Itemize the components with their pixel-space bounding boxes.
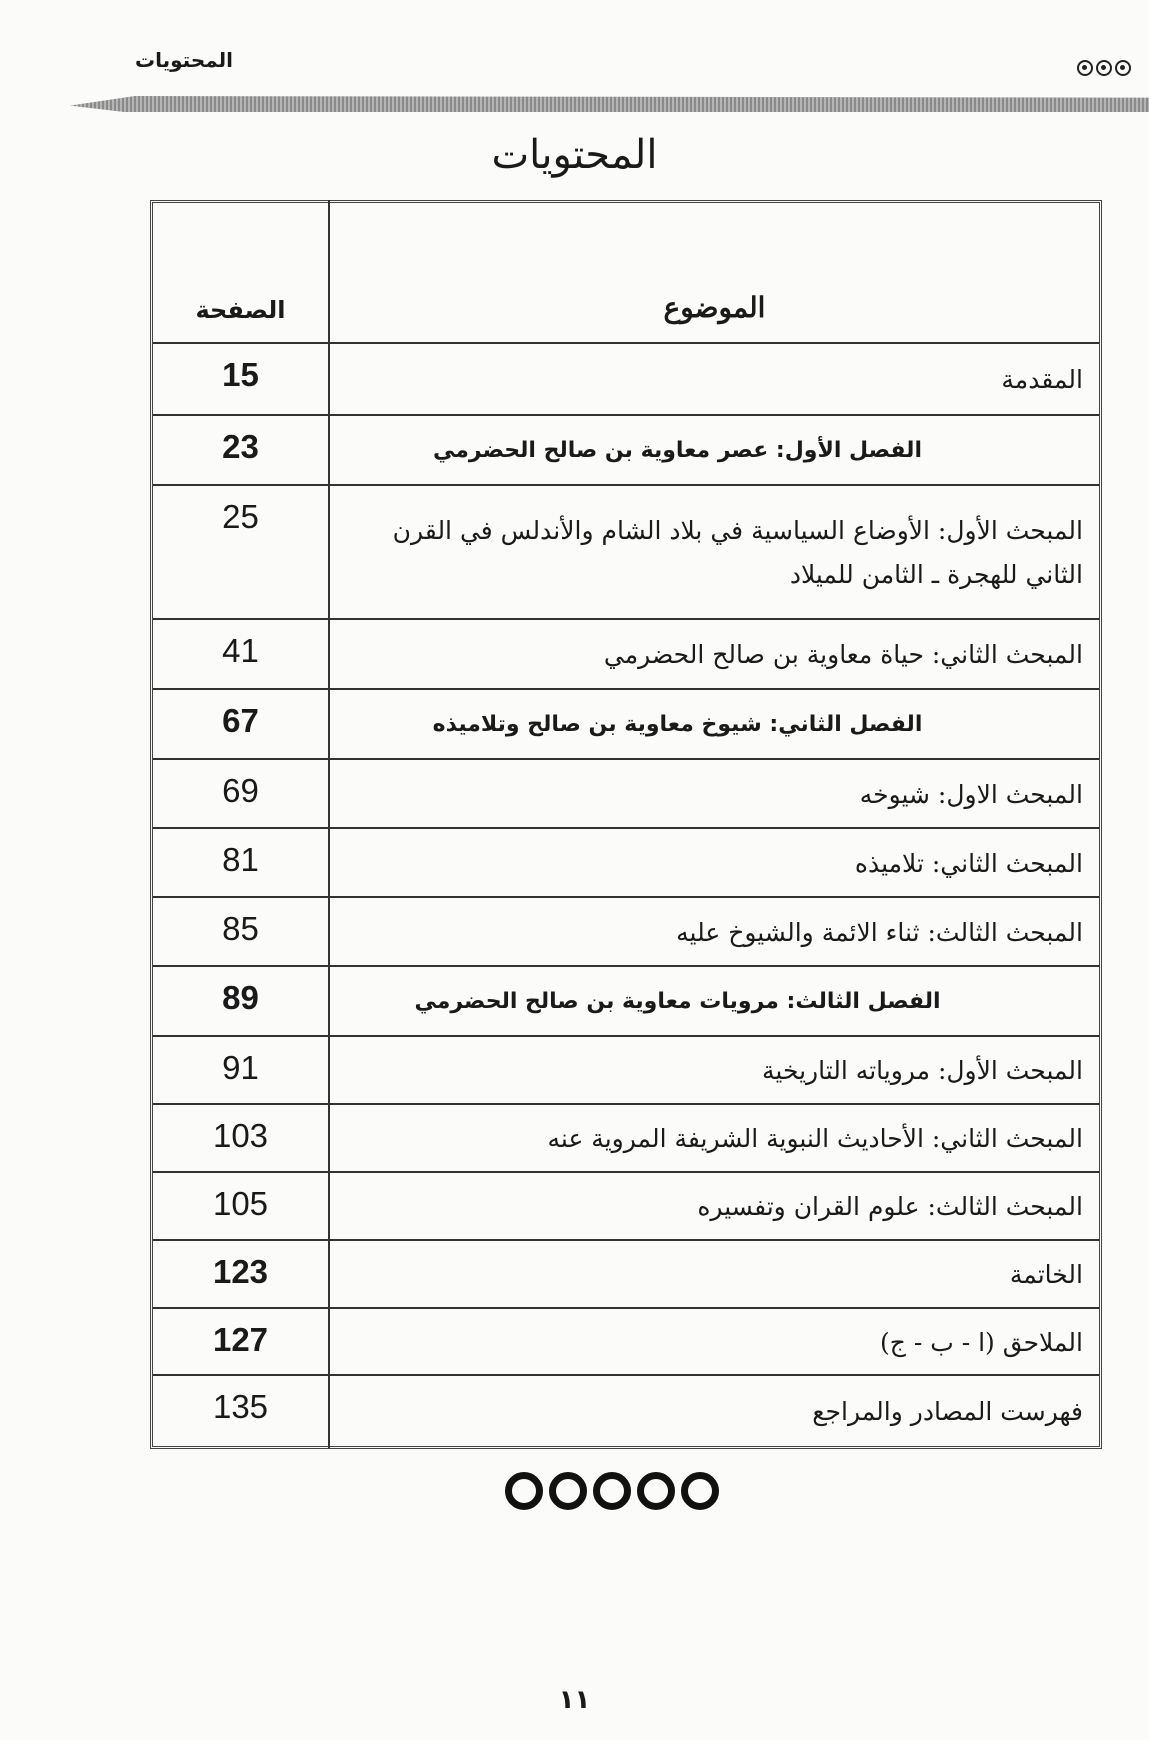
page-cell: 67 (153, 690, 330, 760)
table-row (153, 1307, 1099, 1376)
topic-cell: الفصل الثالث: مرويات معاوية بن صالح الحضرمي (414, 988, 941, 1014)
table-row (153, 1374, 1099, 1448)
page-cell: 15 (153, 344, 330, 416)
page-cell: 25 (153, 486, 330, 620)
topic-cell: فهرست المصادر والمراجع (812, 1397, 1083, 1427)
table-row (153, 827, 1099, 898)
page-cell: 85 (153, 898, 330, 967)
topic-cell: المبحث الاول: شيوخه (859, 779, 1083, 809)
table-row (153, 1171, 1099, 1241)
topic-cell: المبحث الثالث: علوم القران وتفسيره (697, 1192, 1083, 1222)
footer-ornament (505, 1472, 719, 1510)
topic-cell: المبحث الثاني: حياة معاوية بن صالح الحضرمي (603, 640, 1083, 670)
topic-cell: المقدمة (1001, 365, 1083, 395)
topic-cell: المبحث الثاني: تلاميذه (854, 848, 1083, 878)
table-row (153, 896, 1099, 967)
running-title: المحتويات (135, 48, 234, 72)
page-cell: 127 (153, 1309, 330, 1376)
page-cell: 69 (153, 760, 330, 829)
topic-cell: الفصل الثاني: شيوخ معاوية بن صالح وتلاميذه (432, 711, 923, 737)
topic-cell: المبحث الثاني: الأحاديث النبوية الشريفة المروية عنه (547, 1124, 1083, 1154)
page-cell: 41 (153, 620, 330, 690)
page-header: الصفحة (153, 200, 330, 342)
page-cell: 81 (153, 829, 330, 898)
page-cell: 123 (153, 1241, 330, 1309)
topic-cell: المبحث الأول: مروياته التاريخية (762, 1056, 1083, 1086)
topic-cell: المبحث الثالث: ثناء الائمة والشيوخ عليه (676, 917, 1083, 947)
topic-cell: الفصل الأول: عصر معاوية بن صالح الحضرمي (433, 437, 922, 463)
topic-cell: الخاتمة (1009, 1260, 1083, 1290)
table-row (153, 1035, 1099, 1105)
table-row (153, 758, 1099, 829)
table-row (153, 484, 1099, 620)
table-row (153, 688, 1099, 760)
topic-cell: الملاحق (ا - ب - ج) (880, 1327, 1083, 1357)
table-row (153, 414, 1099, 486)
header-rule (70, 96, 1149, 112)
table-row (153, 1103, 1099, 1173)
topic-cell: المبحث الأول: الأوضاع السياسية في بلاد الشام والأندلس في القرن الثاني للهجرة ـ الثامن للميلاد (392, 516, 1083, 589)
page-number: ١١ (558, 1685, 591, 1715)
page-cell: 103 (153, 1105, 330, 1173)
topic-header: الموضوع (663, 291, 766, 324)
table-header (153, 200, 1099, 342)
page-title: المحتويات (491, 132, 658, 178)
table-row (153, 342, 1099, 416)
table-row (153, 618, 1099, 690)
page-cell: 105 (153, 1173, 330, 1241)
table-row (153, 965, 1099, 1037)
table-row (153, 1239, 1099, 1309)
page-cell: 89 (153, 967, 330, 1037)
page-cell: 91 (153, 1037, 330, 1105)
page-cell: 135 (153, 1376, 330, 1448)
contents-table (150, 200, 1102, 1449)
header-ornament (1077, 60, 1131, 76)
page-cell: 23 (153, 416, 330, 486)
